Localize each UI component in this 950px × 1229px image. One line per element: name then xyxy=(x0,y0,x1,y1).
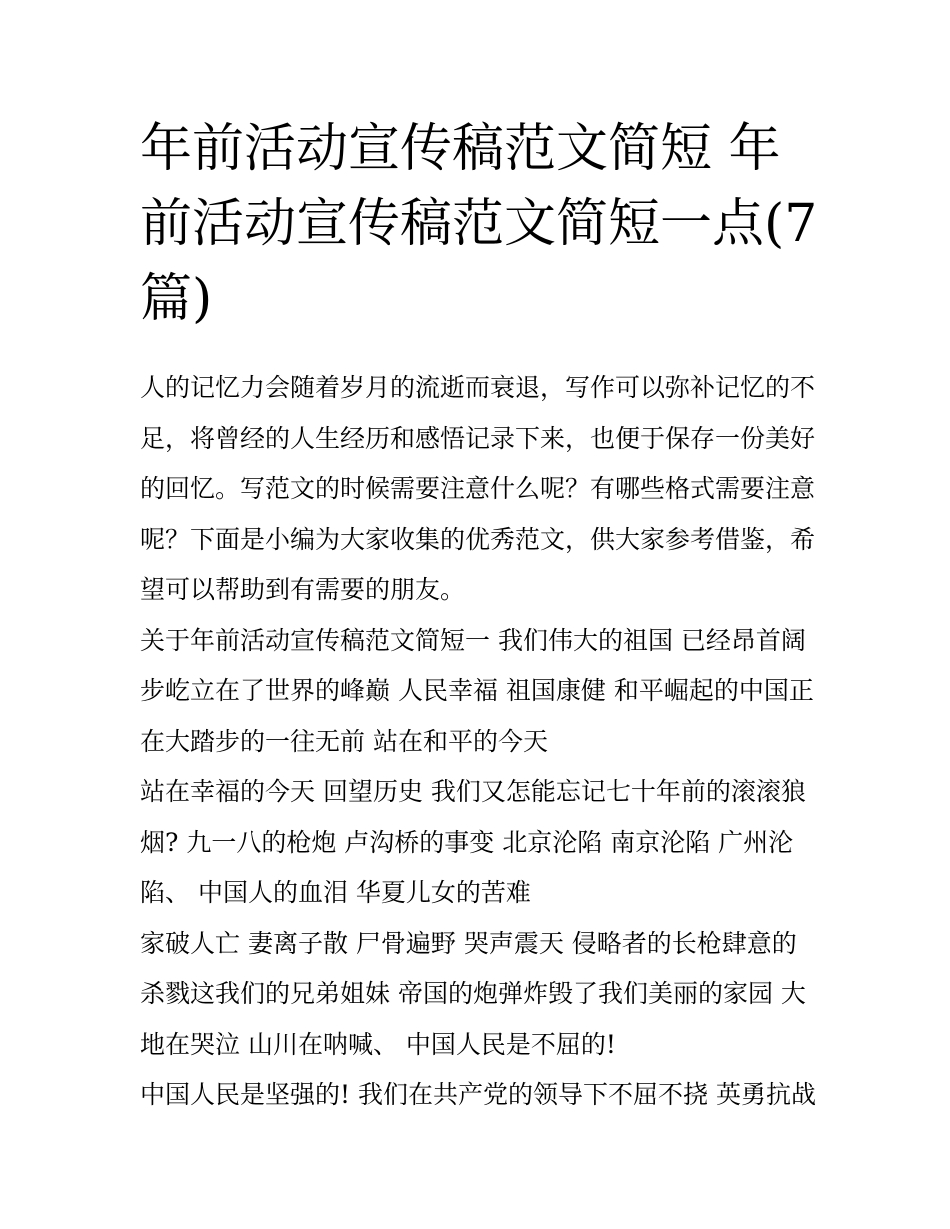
document-body xyxy=(140,363,820,1121)
paragraph-4: 中国人民是坚强的! 我们在共产党的领导下不屈不挠 英勇抗战 xyxy=(140,1080,816,1109)
document-page xyxy=(140,112,820,1121)
paragraph-intro: 人的记忆力会随着岁月的流逝而衰退，写作可以弥补记忆的不足，将曾经的人生经历和感悟记录下来，也便于保存一份美好的回忆。写范文的时候需要注意什么呢？有哪些格式需要注意呢？下面是小编为大家收集的优秀范文，供大家参考借鉴，希望可以帮助到有需要的朋友。 xyxy=(140,373,816,604)
paragraph-1: 关于年前活动宣传稿范文简短一 我们伟大的祖国 已经昂首阔步屹立在了世界的峰巅 人民幸福 祖国康健 和平崛起的中国正在大踏步的一往无前 站在和平的今天 xyxy=(140,625,814,756)
paragraph-3: 家破人亡 妻离子散 尸骨遍野 哭声震天 侵略者的长枪肆意的杀戮这我们的兄弟姐妹 帝国的炮弹炸毁了我们美丽的家园 大地在哭泣 山川在呐喊、 中国人民是不屈的! xyxy=(140,928,806,1059)
paragraph-2: 站在幸福的今天 回望历史 我们又怎能忘记七十年前的滚滚狼烟? 九一八的枪炮 卢沟桥的事变 北京沦陷 南京沦陷 广州沦陷、 中国人的血泪 华夏儿女的苦难 xyxy=(140,777,806,907)
document-title: 年前活动宣传稿范文简短 年前活动宣传稿范文简短一点(7篇) xyxy=(140,119,818,329)
